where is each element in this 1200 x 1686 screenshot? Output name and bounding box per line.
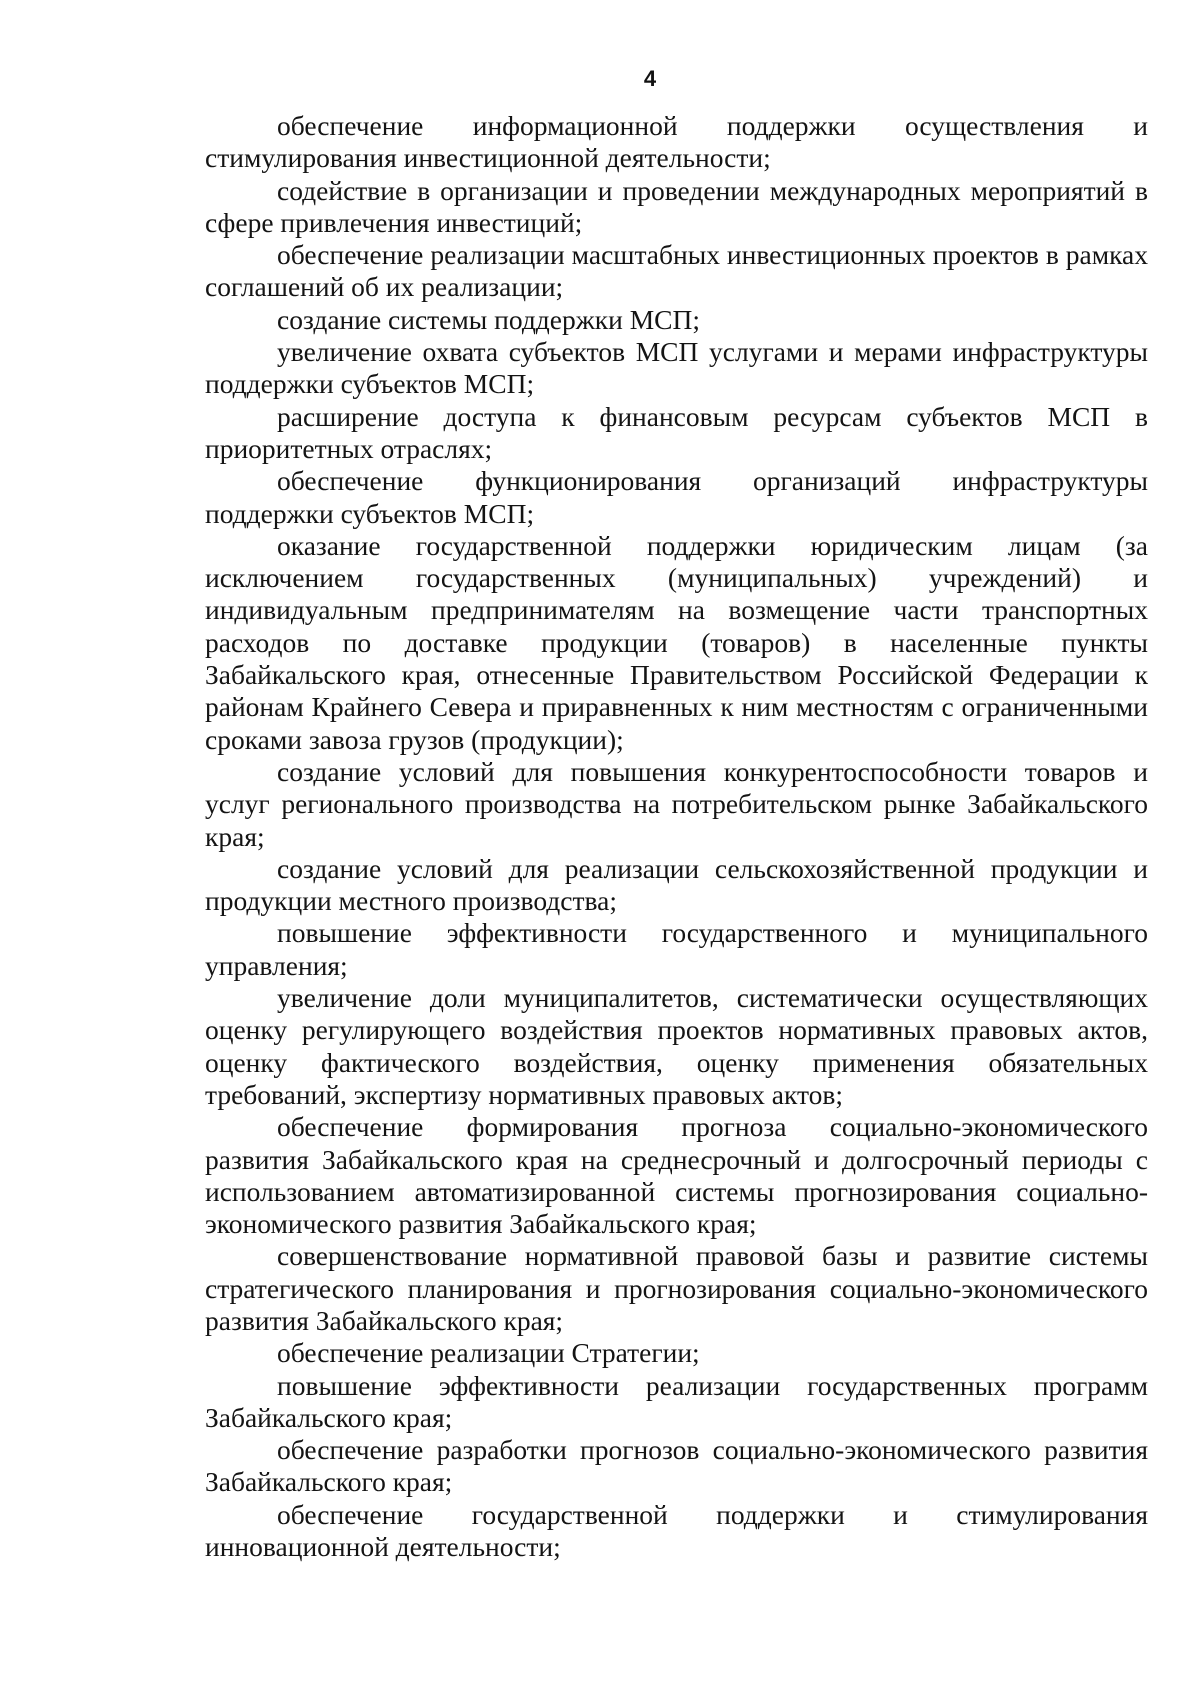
paragraph: создание условий для реализации сельскохозяйственной продукции и продукции местного производства; [205,852,1148,917]
paragraph: обеспечение функционирования организаций инфраструктуры поддержки субъектов МСП; [205,465,1148,529]
paragraph: увеличение доли муниципалитетов, систематически осуществляющих оценку регулирующего воздействия проектов нормативных правовых актов, оценку фактического воздействия, оценку применения обязательных требований, экспертизу нормативных правовых актов; [205,982,1148,1110]
paragraph: создание системы поддержки МСП; [277,303,701,335]
paragraph: совершенствование нормативной правовой базы и развитие системы стратегического планирования и прогнозирования социально-экономического развития Забайкальского края; [205,1240,1148,1336]
paragraph: повышение эффективности реализации государственных программ Забайкальского края; [205,1369,1148,1433]
paragraph: увеличение охвата субъектов МСП услугами и мерами инфраструктуры поддержки субъектов МСП; [205,336,1148,400]
paragraph: обеспечение государственной поддержки и стимулирования инновационной деятельности; [205,1498,1148,1563]
document-body [205,110,1148,1563]
page-number-text: 4 [643,66,657,91]
page-number [0,66,1200,92]
paragraph: повышение эффективности государственного и муниципального управления; [205,917,1148,981]
paragraph: обеспечение информационной поддержки осуществления и стимулирования инвестиционной деятельности; [205,110,1148,174]
paragraph: создание условий для повышения конкурентоспособности товаров и услуг регионального производства на потребительском рынке Забайкальского края; [205,755,1148,852]
paragraph: обеспечение реализации масштабных инвестиционных проектов в рамках соглашений об их реализации; [205,239,1148,303]
paragraph: содействие в организации и проведении международных мероприятий в сфере привлечения инвестиций; [205,174,1148,238]
paragraph: обеспечение разработки прогнозов социально-экономического развития Забайкальского края; [205,1434,1148,1498]
paragraph: расширение доступа к финансовым ресурсам субъектов МСП в приоритетных отраслях; [205,400,1148,464]
paragraph: обеспечение формирования прогноза социально-экономического развития Забайкальского края на среднесрочный и долгосрочный периоды с использованием автоматизированной системы прогнозирования социально-экономического развития Забайкальского края; [205,1111,1148,1240]
paragraph: оказание государственной поддержки юридическим лицам (за исключением государственных (муниципальных) учреждений) и индивидуальным предпринимателям на возмещение части транспортных расходов по доставке продукции (товаров) в населенные пункты Забайкальского края, отнесенные Правительством Российской Федерации к районам Крайнего Севера и приравненных к ним местностям с ограниченными сроками завоза грузов (продукции); [205,529,1148,755]
paragraph: обеспечение реализации Стратегии; [277,1337,700,1369]
